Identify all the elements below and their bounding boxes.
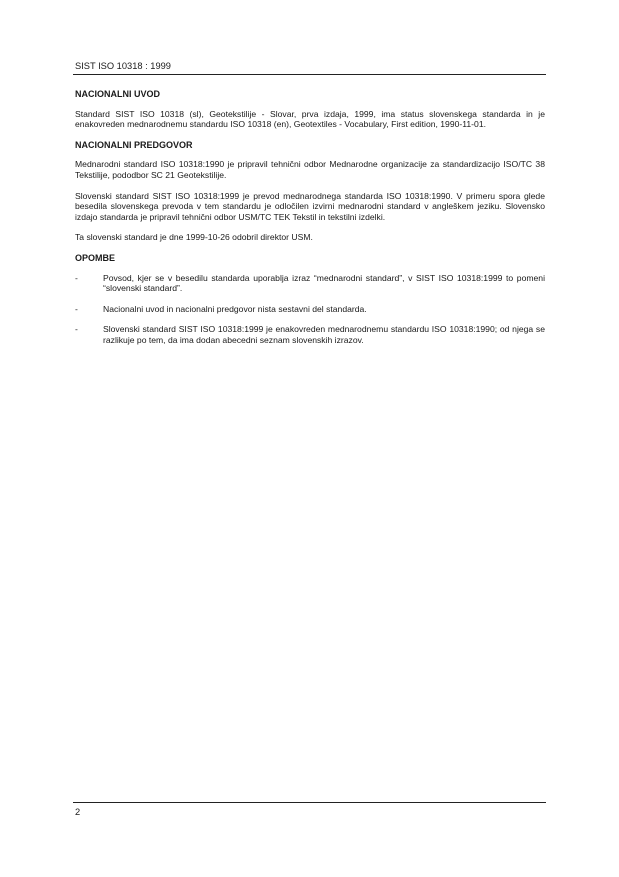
note-item — [75, 273, 545, 294]
note-item — [75, 324, 545, 345]
predgovor-paragraph-3: Ta slovenski standard je dne 1999-10-26 odobril direktor USM. — [75, 232, 313, 243]
page-number: 2 — [75, 807, 81, 817]
note-item — [75, 304, 545, 315]
note-dash: - — [75, 324, 78, 335]
note-text: Povsod, kjer se v besedilu standarda uporablja izraz “mednarodni standard”, v SIST ISO 10318:1999 to pomeni “slovenski standard”. — [103, 272, 545, 294]
heading-nacionalni-uvod: NACIONALNI UVOD — [75, 89, 160, 99]
note-text: Nacionalni uvod in nacionalni predgovor nista sestavni del standarda. — [103, 303, 367, 314]
predgovor-paragraph-1: Mednarodni standard ISO 10318:1990 je pripravil tehnični odbor Mednarodne organizacije za standardizacijo ISO/TC 38 Tekstilije, pododbor SC 21 Geotekstilije. — [75, 159, 545, 180]
footer-divider — [73, 802, 546, 803]
page-content — [75, 89, 545, 356]
note-dash: - — [75, 303, 78, 314]
heading-nacionalni-predgovor: NACIONALNI PREDGOVOR — [75, 139, 193, 150]
heading-opombe: OPOMBE — [75, 252, 116, 263]
note-dash: - — [75, 272, 78, 283]
uvod-paragraph: Standard SIST ISO 10318 (sl), Geotekstilije - Slovar, prva izdaja, 1999, ima status slovenskega standarda in je enakovreden mednarodnemu standardu ISO 10318 (en), Geotextiles - Vocabulary, First edition, 1990-11-01. — [75, 108, 545, 130]
note-text: Slovenski standard SIST ISO 10318:1999 je enakovreden mednarodnemu standardu ISO 10318:1990; od njega se razlikuje po tem, da ima dodan abecedni seznam slovenskih izrazov. — [103, 324, 545, 345]
header-divider — [73, 74, 546, 75]
predgovor-paragraph-2: Slovenski standard SIST ISO 10318:1999 je prevod mednarodnega standarda ISO 10318:1990. V primeru spora glede besedila slovenskega prevoda v tem standardu je odločilen izvirni mednarodni standard v angleškem jeziku. Slovensko izdajo standarda je pripravil tehnični odbor USM/TC TEK Tekstil in tekstilni izdelki. — [75, 190, 545, 222]
document-id-header: SIST ISO 10318 : 1999 — [75, 61, 171, 71]
